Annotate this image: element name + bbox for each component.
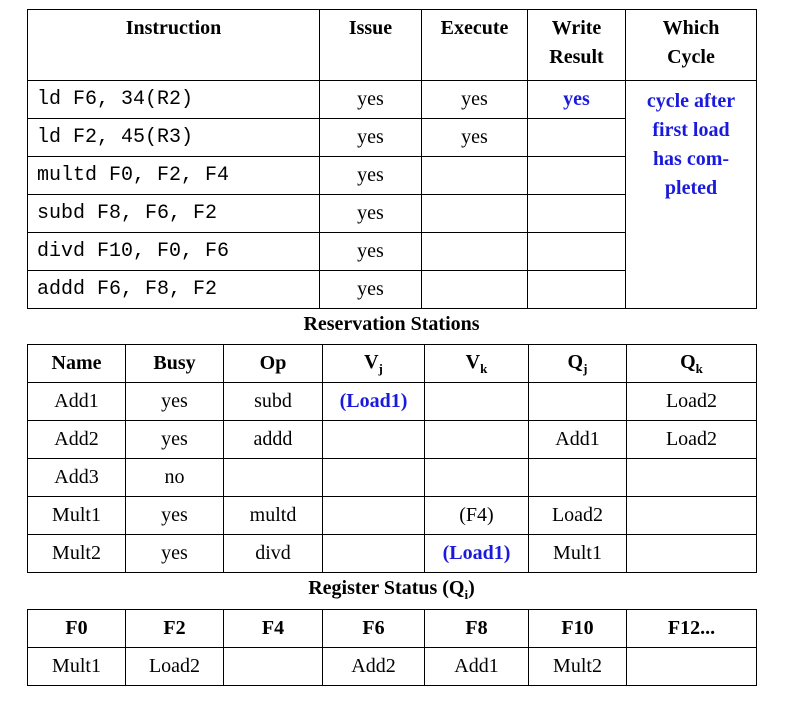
rs-qk-cell: Load2 [627, 383, 757, 421]
register-header: F0 [28, 610, 126, 648]
rs-qj-cell: Load2 [529, 497, 627, 535]
rs-busy-cell: yes [126, 497, 224, 535]
rs-header-qk [627, 345, 757, 383]
rs-vj-cell [323, 535, 425, 573]
rs-header-vk [425, 345, 529, 383]
header-issue: Issue [320, 10, 422, 81]
rs-vj-cell [323, 459, 425, 497]
reservation-stations-title: Reservation Stations [303, 313, 480, 335]
rs-header-vj [323, 345, 425, 383]
rs-qj-cell [529, 459, 627, 497]
rs-name-cell: Mult1 [28, 497, 126, 535]
header-which-cycle [626, 10, 757, 81]
which-cycle-note [626, 81, 757, 309]
issue-cell: yes [320, 157, 422, 195]
register-header: F10 [529, 610, 627, 648]
rs-header-name: Name [28, 345, 126, 383]
instruction-cell: subd F8, F6, F2 [28, 195, 320, 233]
header-execute: Execute [422, 10, 528, 81]
issue-cell: yes [320, 271, 422, 309]
register-value: Add2 [323, 648, 425, 686]
rs-vj-cell [323, 497, 425, 535]
register-header: F6 [323, 610, 425, 648]
instruction-cell: divd F10, F0, F6 [28, 233, 320, 271]
rs-qj-cell: Add1 [529, 421, 627, 459]
rs-qk-cell [627, 535, 757, 573]
execute-cell [422, 157, 528, 195]
rs-name-cell: Add1 [28, 383, 126, 421]
rs-op-cell: addd [224, 421, 323, 459]
rs-header-qk-sub: k [695, 360, 703, 376]
rs-header-vk-sub: k [480, 360, 488, 376]
issue-cell: yes [320, 81, 422, 119]
rs-name-cell: Add3 [28, 459, 126, 497]
rs-busy-cell: yes [126, 421, 224, 459]
rs-op-cell: multd [224, 497, 323, 535]
issue-cell: yes [320, 195, 422, 233]
execute-cell [422, 195, 528, 233]
reservation-stations-table [27, 344, 757, 573]
register-value: Add1 [425, 648, 529, 686]
rs-busy-cell: yes [126, 383, 224, 421]
write-cell [528, 233, 626, 271]
rs-header-row [28, 345, 757, 383]
register-header: F12... [627, 610, 757, 648]
header-write-result [528, 10, 626, 81]
rs-op-cell: subd [224, 383, 323, 421]
rs-op-cell [224, 459, 323, 497]
instruction-cell: multd F0, F2, F4 [28, 157, 320, 195]
issue-cell: yes [320, 119, 422, 157]
register-header: F4 [224, 610, 323, 648]
rs-busy-cell: no [126, 459, 224, 497]
rs-op-cell: divd [224, 535, 323, 573]
register-status-title-main: Register Status (Q [308, 577, 465, 599]
rs-row [28, 459, 757, 497]
note-line: pleted [664, 177, 718, 199]
register-value-row [28, 648, 757, 686]
rs-row [28, 421, 757, 459]
rs-qk-cell [627, 459, 757, 497]
execute-cell: yes [422, 81, 528, 119]
rs-header-qk-main: Q [680, 350, 696, 373]
rs-row [28, 535, 757, 573]
rs-vk-cell [425, 383, 529, 421]
write-cell [528, 157, 626, 195]
rs-name-cell: Add2 [28, 421, 126, 459]
rs-header-qj [529, 345, 627, 383]
register-status-title-sub: i [464, 587, 469, 602]
write-cell [528, 195, 626, 233]
rs-vk-cell: (F4) [425, 497, 529, 535]
issue-cell: yes [320, 233, 422, 271]
rs-header-vj-sub: j [378, 360, 383, 376]
rs-header-vk-main: V [465, 350, 481, 373]
rs-row [28, 383, 757, 421]
register-status-title-end: ) [468, 577, 475, 599]
note-line: cycle after [646, 90, 736, 112]
header-write-line2: Result [549, 46, 604, 68]
register-value: Mult2 [529, 648, 627, 686]
header-write-line1: Write [551, 17, 602, 39]
instruction-row [28, 81, 757, 119]
write-cell [528, 119, 626, 157]
header-instruction: Instruction [28, 10, 320, 81]
rs-qk-cell [627, 497, 757, 535]
execute-cell: yes [422, 119, 528, 157]
rs-qj-cell [529, 383, 627, 421]
instruction-cell: ld F2, 45(R3) [28, 119, 320, 157]
execute-cell [422, 271, 528, 309]
register-status-table [27, 609, 757, 686]
note-line: first load [652, 119, 730, 141]
rs-qk-cell: Load2 [627, 421, 757, 459]
rs-vk-cell [425, 421, 529, 459]
write-cell [528, 271, 626, 309]
rs-header-busy: Busy [126, 345, 224, 383]
rs-vk-cell: (Load1) [425, 535, 529, 573]
header-which-line1: Which [662, 17, 720, 39]
rs-name-cell: Mult2 [28, 535, 126, 573]
note-line: has com- [652, 148, 730, 170]
execute-cell [422, 233, 528, 271]
register-header: F2 [126, 610, 224, 648]
register-header-row [28, 610, 757, 648]
instruction-cell: addd F6, F8, F2 [28, 271, 320, 309]
rs-vk-cell [425, 459, 529, 497]
rs-busy-cell: yes [126, 535, 224, 573]
register-value: Mult1 [28, 648, 126, 686]
register-status-title [27, 577, 756, 603]
register-value: Load2 [126, 648, 224, 686]
rs-row [28, 497, 757, 535]
instruction-status-table [27, 9, 757, 309]
rs-vj-cell [323, 421, 425, 459]
register-header: F8 [425, 610, 529, 648]
instruction-header-row [28, 10, 757, 81]
instruction-cell: ld F6, 34(R2) [28, 81, 320, 119]
rs-header-op: Op [224, 345, 323, 383]
write-cell: yes [528, 81, 626, 119]
register-value [627, 648, 757, 686]
rs-vj-cell: (Load1) [323, 383, 425, 421]
rs-header-vj-main: V [364, 350, 379, 373]
header-which-line2: Cycle [667, 46, 715, 68]
rs-header-qj-sub: j [583, 360, 588, 376]
rs-qj-cell: Mult1 [529, 535, 627, 573]
register-value [224, 648, 323, 686]
rs-header-qj-main: Q [567, 350, 584, 373]
